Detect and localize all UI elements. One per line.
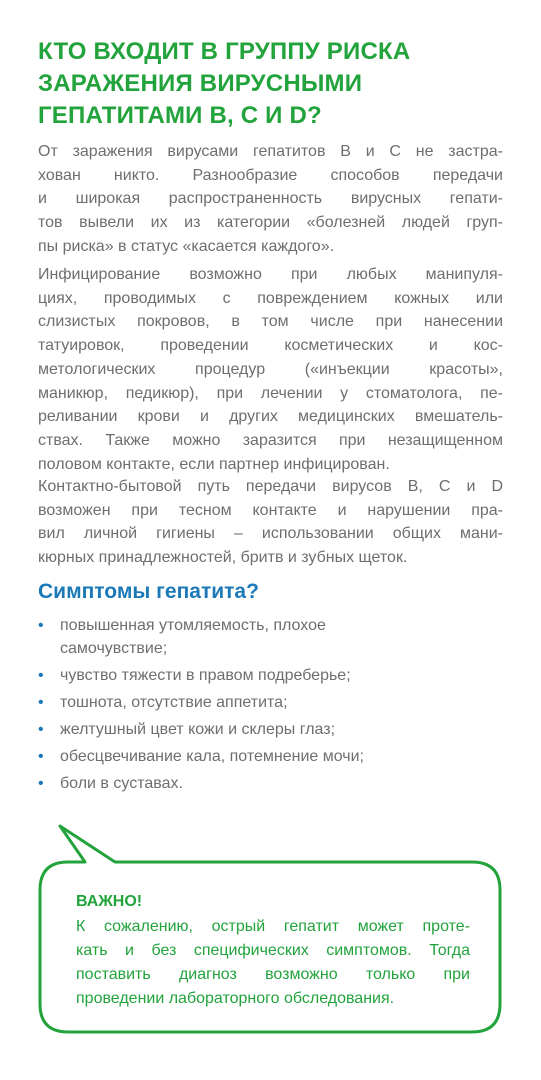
- text-line: тов вывели их из категории «болезней людей груп-: [38, 214, 503, 232]
- text-line: реливании крови и других медицинских вмешатель-: [38, 408, 503, 426]
- text-line: От заражения вирусами гепатитов В и С не застра-: [38, 143, 503, 160]
- symptoms-heading: Симптомы гепатита?: [38, 580, 259, 603]
- text-line: метологических процедур («инъекции красоты»,: [38, 360, 503, 378]
- title-line: КТО ВХОДИТ В ГРУППУ РИСКА: [38, 38, 411, 65]
- text-line: ствах. Также можно заразится при незащищенном: [38, 431, 503, 449]
- list-item-text: боли в суставах.: [60, 775, 183, 792]
- text-line: половом контакте, если партнер инфицирован.: [38, 455, 390, 473]
- important-line: поставить диагноз возможно только при: [76, 966, 470, 983]
- text-line: кюрных принадлежностей, бритв и зубных щеток.: [38, 549, 408, 567]
- important-note: [76, 890, 470, 1011]
- text-line: хован никто. Разнообразие способов передачи: [38, 166, 503, 184]
- bullet-icon: •: [38, 617, 44, 634]
- important-heading: ВАЖНО!: [76, 893, 143, 910]
- list-item-text: тошнота, отсутствие аппетита;: [60, 694, 288, 711]
- title-line: ГЕПАТИТАМИ B, C И D?: [38, 102, 322, 129]
- list-item-text: самочувствие;: [60, 640, 168, 657]
- bullet-icon: •: [38, 721, 44, 738]
- text-line: возможен при тесном контакте и нарушении пра-: [38, 501, 503, 519]
- bullet-icon: •: [38, 694, 44, 711]
- text-line: слизистых покровов, в том числе при нанесении: [38, 313, 503, 331]
- text-line: Инфицирование возможно при любых манипуля-: [38, 266, 503, 283]
- text-line: татуировок, проведении косметических и кос-: [38, 337, 503, 355]
- text-line: и широкая распространенность вирусных гепати-: [38, 190, 503, 208]
- important-line: кать и без специфических симптомов. Тогда: [76, 942, 470, 959]
- list-item-text: чувство тяжести в правом подреберье;: [60, 667, 351, 684]
- bullet-icon: •: [38, 775, 44, 792]
- important-line: К сожалению, острый гепатит может проте-: [76, 918, 470, 935]
- text-line: пы риска» в статус «касается каждого».: [38, 237, 335, 255]
- text-line: маникюр, педикюр), при лечении у стоматолога, пе-: [38, 384, 503, 402]
- text-line: циях, проводимых с повреждением кожных или: [38, 289, 503, 307]
- title-line: ЗАРАЖЕНИЯ ВИРУСНЫМИ: [38, 70, 363, 97]
- bullet-icon: •: [38, 748, 44, 765]
- bullet-icon: •: [38, 667, 44, 684]
- list-item-text: повышенная утомляемость, плохое: [60, 617, 326, 634]
- list-item-text: обесцвечивание кала, потемнение мочи;: [60, 748, 364, 765]
- text-line: Контактно-бытовой путь передачи вирусов B, C и D: [38, 478, 503, 495]
- text-line: вил личной гигиены – использовании общих мани-: [38, 525, 503, 543]
- important-line: проведении лабораторного обследования.: [76, 990, 395, 1007]
- list-item-text: желтушный цвет кожи и склеры глаз;: [60, 721, 336, 738]
